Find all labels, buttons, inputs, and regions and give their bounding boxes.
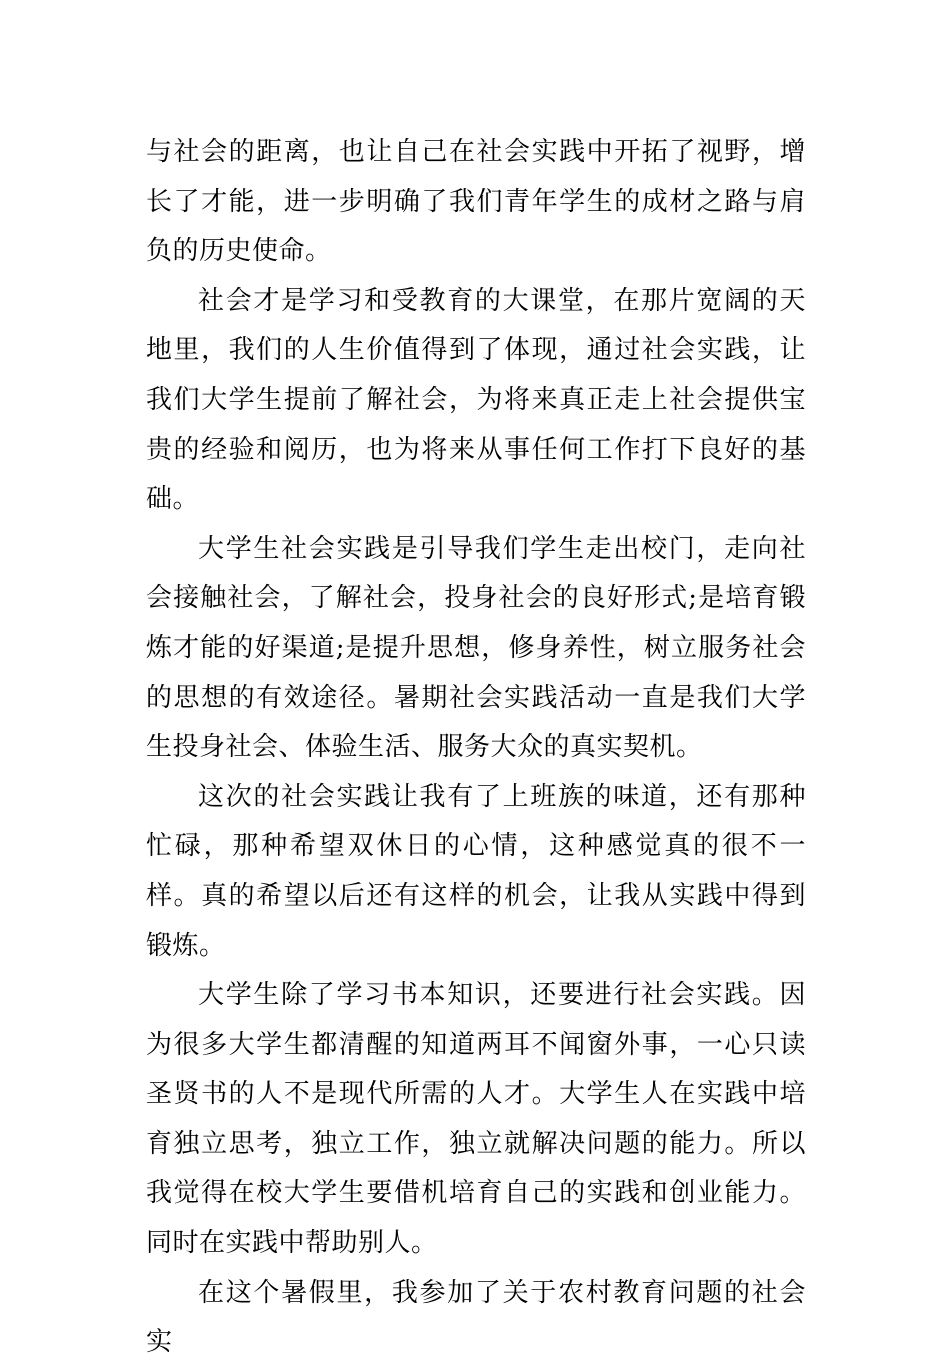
paragraph-summer-practice: 在这个暑假里，我参加了关于农村教育问题的社会实 <box>146 1277 806 1358</box>
document-body <box>146 128 806 1368</box>
paragraph-practice-purpose: 大学生社会实践是引导我们学生走出校门，走向社会接触社会，了解社会，投身社会的良好形式;是培育锻炼才能的好渠道;是提升思想，修身养性，树立服务社会的思想的有效途径。暑期社会实践活动一直是我们大学生投身社会、体验生活、服务大众的真实契机。 <box>146 533 806 763</box>
paragraph-continuation: 与社会的距离，也让自己在社会实践中开拓了视野，增长了才能，进一步明确了我们青年学生的成材之路与肩负的历史使命。 <box>146 137 806 267</box>
paragraph-society-classroom: 社会才是学习和受教育的大课堂，在那片宽阔的天地里，我们的人生价值得到了体现，通过社会实践，让我们大学生提前了解社会，为将来真正走上社会提供宝贵的经验和阅历，也为将来从事任何工作打下良好的基础。 <box>146 285 806 515</box>
paragraph-study-and-practice: 大学生除了学习书本知识，还要进行社会实践。因为很多大学生都清醒的知道两耳不闻窗外事，一心只读圣贤书的人不是现代所需的人才。大学生人在实践中培育独立思考，独立工作，独立就解决问题的能力。所以我觉得在校大学生要借机培育自己的实践和创业能力。同时在实践中帮助别人。 <box>146 980 806 1259</box>
paragraph-work-experience: 这次的社会实践让我有了上班族的味道，还有那种忙碌，那种希望双休日的心情，这种感觉真的很不一样。真的希望以后还有这样的机会，让我从实践中得到锻炼。 <box>146 781 806 961</box>
